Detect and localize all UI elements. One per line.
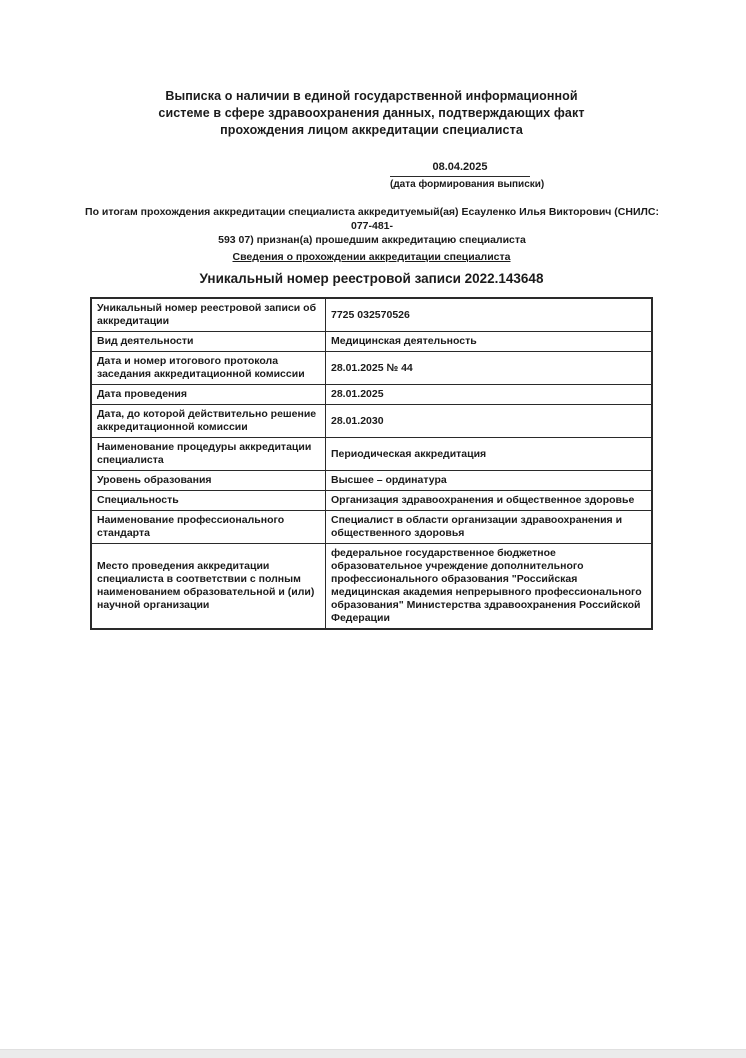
table-row (91, 352, 652, 385)
row-label: Место проведения аккредитации специалиста в соответствии с полным наименованием образовательной и (или) научной организации (91, 544, 326, 630)
row-label: Дата, до которой действительно решение аккредитационной комиссии (91, 405, 326, 438)
table-row (91, 385, 652, 405)
table-row (91, 491, 652, 511)
row-value: 28.01.2025 (326, 385, 653, 405)
extract-date-caption: (дата формирования выписки) (390, 179, 545, 190)
extract-date-block (390, 161, 545, 191)
row-label: Вид деятельности (91, 332, 326, 352)
row-label: Уникальный номер реестровой записи об аккредитации (91, 298, 326, 332)
result-paragraph-line: По итогам прохождения аккредитации специалиста аккредитуемый(ая) Есауленко Илья Викторович (СНИЛС: 077-481- (85, 206, 659, 232)
extract-date: 08.04.2025 (390, 161, 530, 177)
row-value: Периодическая аккредитация (326, 438, 653, 471)
row-value: 28.01.2030 (326, 405, 653, 438)
row-value: Медицинская деятельность (326, 332, 653, 352)
record-number-heading: Уникальный номер реестровой записи 2022.143648 (199, 271, 544, 286)
accreditation-table (90, 297, 653, 630)
table-row (91, 511, 652, 544)
row-label: Наименование процедуры аккредитации специалиста (91, 438, 326, 471)
table-row (91, 298, 652, 332)
row-value: Высшее – ординатура (326, 471, 653, 491)
accreditation-result-paragraph (82, 205, 662, 247)
document-title-line: прохождения лицом аккредитации специалиста (220, 123, 523, 137)
table-row (91, 471, 652, 491)
document-title-line: Выписка о наличии в единой государственной информационной (165, 89, 578, 103)
table-row (91, 332, 652, 352)
table-row (91, 438, 652, 471)
result-paragraph-line: 593 07) признан(а) прошедшим аккредитацию специалиста (218, 234, 526, 246)
document-title (90, 88, 653, 139)
row-value: Организация здравоохранения и общественное здоровье (326, 491, 653, 511)
row-label: Специальность (91, 491, 326, 511)
row-value: 28.01.2025 № 44 (326, 352, 653, 385)
row-label: Уровень образования (91, 471, 326, 491)
row-label: Дата и номер итогового протокола заседания аккредитационной комиссии (91, 352, 326, 385)
row-value: 7725 032570526 (326, 298, 653, 332)
row-label: Дата проведения (91, 385, 326, 405)
row-label: Наименование профессионального стандарта (91, 511, 326, 544)
document-title-line: системе в сфере здравоохранения данных, подтверждающих факт (158, 106, 585, 120)
table-row (91, 544, 652, 630)
row-value: Специалист в области организации здравоохранения и общественного здоровья (326, 511, 653, 544)
section-heading: Сведения о прохождении аккредитации специалиста (232, 251, 511, 263)
table-row (91, 405, 652, 438)
bottom-strip (0, 1049, 746, 1058)
row-value: федеральное государственное бюджетное образовательное учреждение дополнительного профессионального образования "Российская медицинская академия непрерывного профессионального образования" Министерства здравоохранения Российской Федерации (326, 544, 653, 630)
